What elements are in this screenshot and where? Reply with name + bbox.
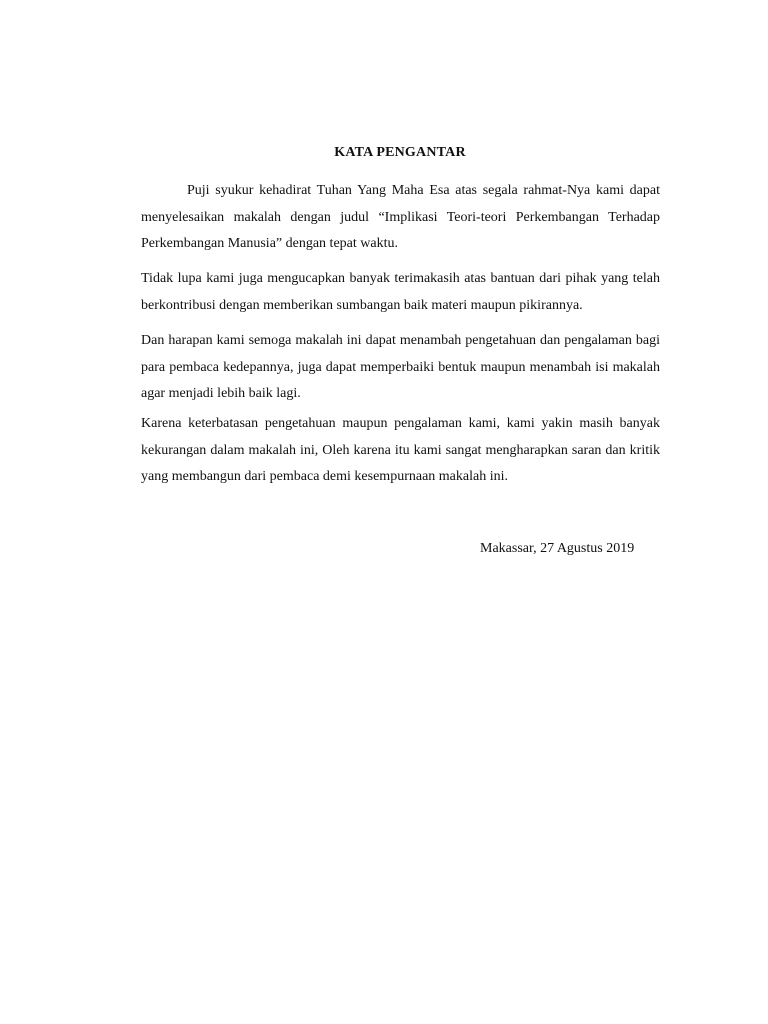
paragraph-opening: Puji syukur kehadirat Tuhan Yang Maha Esa atas segala rahmat-Nya kami dapat menyelesaikan makalah dengan judul “Implikasi Teori-teori Perkembangan Terhadap Perkembangan Manusia” dengan tepat waktu. [141, 183, 660, 251]
paragraph-hope: Dan harapan kami semoga makalah ini dapat menambah pengetahuan dan pengalaman bagi para pembaca kedepannya, juga dapat memperbaiki bentuk maupun menambah isi makalah agar menjadi lebih baik lagi. [141, 333, 660, 401]
paragraph-thanks: Tidak lupa kami juga mengucapkan banyak terimakasih atas bantuan dari pihak yang telah berkontribusi dengan memberikan sumbangan baik materi maupun pikirannya. [141, 271, 660, 313]
paragraph-closing: Karena keterbatasan pengetahuan maupun pengalaman kami, kami yakin masih banyak kekurangan dalam makalah ini, Oleh karena itu kami sangat mengharapkan saran dan kritik yang membangun dari pembaca demi kesempurnaan makalah ini. [141, 416, 660, 484]
page-title: KATA PENGANTAR [334, 145, 466, 160]
place-date: Makassar, 27 Agustus 2019 [480, 541, 635, 556]
